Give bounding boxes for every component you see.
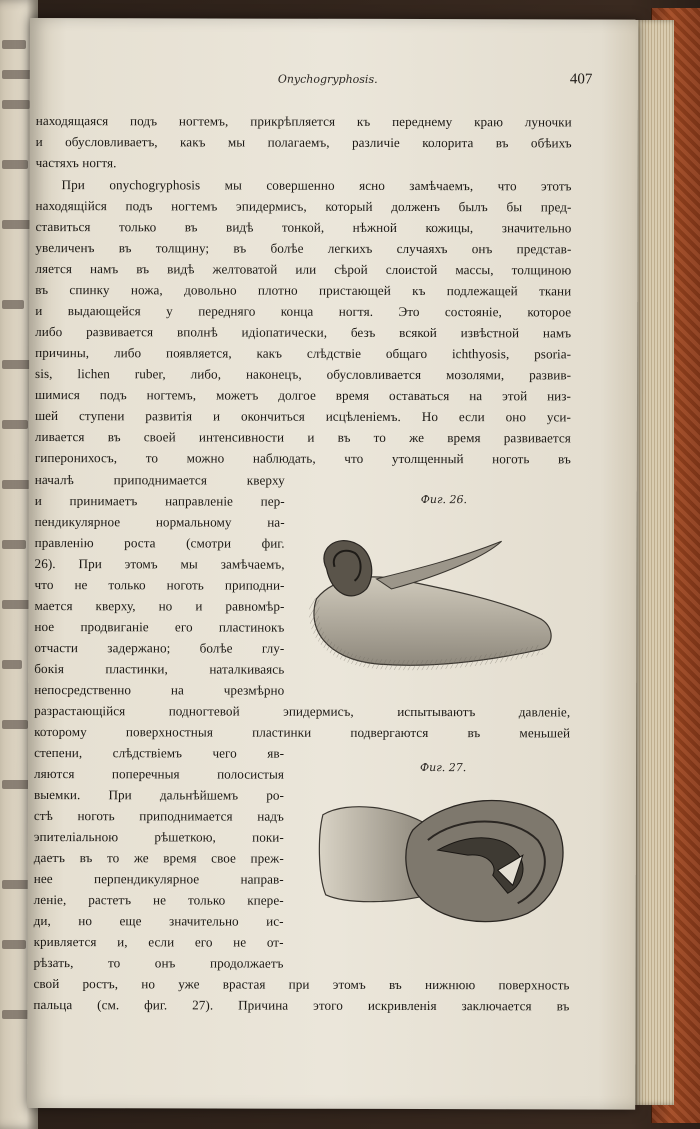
text-line: рѣзать, то онъ продолжаетъ	[33, 955, 284, 971]
text-line: 26). При этомъ мы замѣчаемъ,	[34, 556, 285, 572]
text-line: стѣ ноготь приподнимается надъ	[33, 808, 284, 824]
text-line: увеличенъ въ толщину; въ болѣе легкихъ случаяхъ онъ представ-	[35, 240, 572, 257]
page-edges	[634, 20, 674, 1105]
text-line: шимися подъ ногтемъ, можетъ долгое время оставаться на этой низ-	[34, 387, 572, 404]
text-line: находящійся подъ ногтемъ эпидермисъ, который долженъ былъ бы пред-	[35, 198, 572, 215]
text-line: которому поверхностныя пластинки подвергаются въ меньшей	[34, 724, 571, 741]
text-line: частяхъ ногтя.	[35, 155, 117, 171]
text-line: выемки. При дальнѣйшемъ ро-	[33, 787, 284, 803]
text-line: разрастающійся подногтевой эпидермисъ, испытываютъ давленіе,	[34, 703, 571, 720]
running-title: Onychogryphosis.	[277, 72, 378, 86]
text-line: ставиться только въ видѣ тонкой, нѣжной кожицы, значительно	[35, 219, 572, 236]
text-line: причины, либо появляется, какъ слѣдствіе общаго ichthyosis, psoria-	[35, 345, 572, 362]
text-line: гиперонихосъ, то можно наблюдать, что утолщенный ноготь въ	[34, 450, 571, 467]
text-line: находящаяся подъ ногтемъ, прикрѣпляется къ переднему краю луночки	[35, 113, 572, 130]
page-number: 407	[569, 71, 593, 88]
text-line: отчасти задержано; болѣе глу-	[34, 640, 285, 656]
text-line: ливается въ своей интенсивности и въ то же время развивается	[34, 429, 571, 446]
text-line: ляется намъ въ видѣ желтоватой или сѣрой слоистой массы, толщиною	[35, 261, 572, 278]
text-line: мается кверху, но и равномѣр-	[34, 598, 285, 614]
text-line: правленію роста (смотри фиг.	[34, 535, 285, 551]
text-line: что не только ноготь приподни-	[34, 577, 285, 593]
text-line: пендикулярное нормальному на-	[34, 514, 285, 530]
text-line: эпителіальною рѣшеткою, поки-	[33, 829, 284, 845]
text-line: нее перпендикулярное направ-	[33, 871, 284, 887]
figure-27-illustration	[318, 785, 568, 931]
text-line: леніе, растетъ не только кпере-	[33, 892, 284, 908]
text-line: и принимаетъ направленіе пер-	[34, 493, 285, 509]
text-line: sis, lichen ruber, либо, наконецъ, обусловливается мозолями, развив-	[35, 366, 572, 383]
figure-26-illustration	[296, 519, 556, 680]
text-line: либо развивается вполнѣ идіопатически, безъ всякой извѣстной намъ	[35, 324, 572, 341]
text-line: и обусловливаетъ, какъ мы полагаемъ, различіе колорита въ обѣихъ	[35, 134, 572, 151]
text-line: шей ступени развитія и окончиться исцѣленіемъ. Но если оно уси-	[34, 408, 571, 425]
text-line: свой ростъ, но уже врастая при этомъ въ нижнюю поверхность	[33, 976, 570, 993]
text-line: даетъ въ то же время свое преж-	[33, 850, 284, 866]
text-line: непосредственно на чрезмѣрно	[34, 682, 285, 698]
text-line: ное продвиганіе его пластинокъ	[34, 619, 285, 635]
text-line: ляются поперечныя полосистыя	[34, 766, 285, 782]
text-line: пальца (см. фиг. 27). Причина этого искривленія заключается въ	[33, 997, 570, 1014]
text-line: и выдающейся у передняго конца ногтя. Это состояніе, которое	[35, 303, 572, 320]
text-line: кривляется и, если его не от-	[33, 934, 284, 950]
figure-27-caption: Фиг. 27.	[420, 761, 467, 775]
figure-26-caption: Фиг. 26.	[420, 493, 468, 507]
text-line: началѣ приподнимается кверху	[34, 472, 285, 488]
text-line: При onychogryphosis мы совершенно ясно замѣчаемъ, что этотъ	[61, 177, 572, 194]
book-page	[27, 18, 638, 1110]
text-line: бокія пластинки, наталкиваясь	[34, 661, 285, 677]
text-line: степени, слѣдствіемъ чего яв-	[34, 745, 285, 761]
text-line: ди, но еще значительно ис-	[33, 913, 284, 929]
text-line: въ спинку ножа, довольно плотно пристающей къ подлежащей ткани	[35, 282, 572, 299]
